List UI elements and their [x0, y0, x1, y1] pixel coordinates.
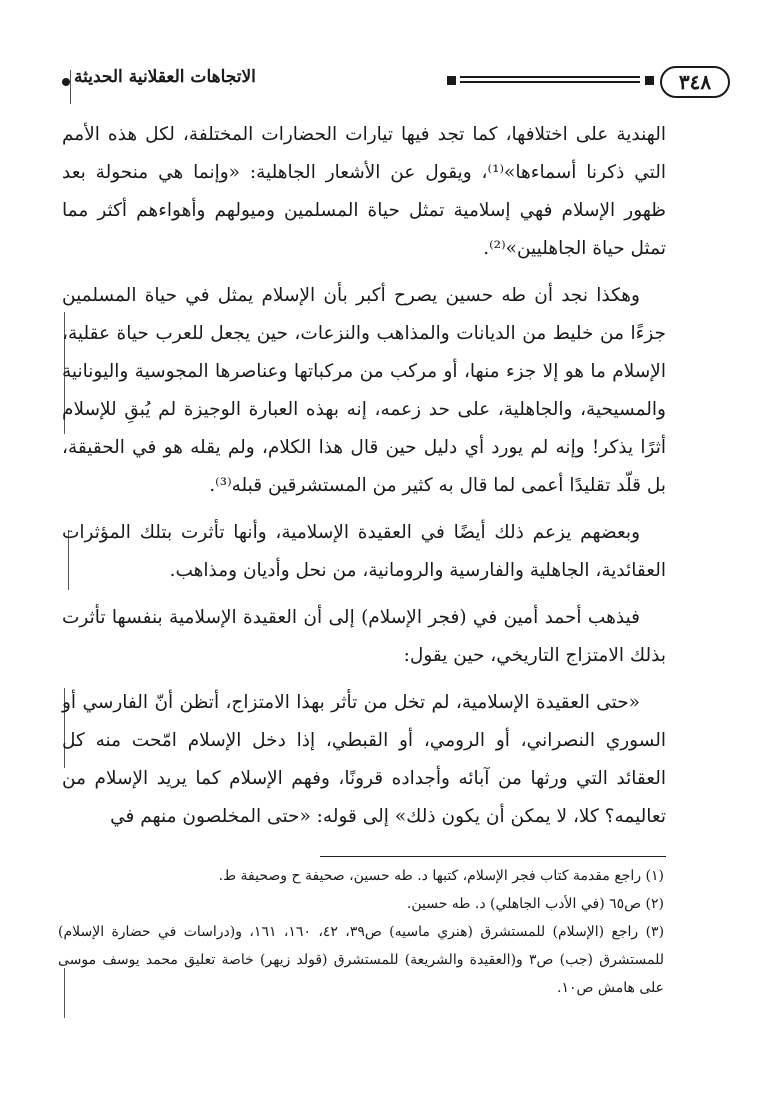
header-bullet	[62, 78, 70, 86]
margin-mark	[70, 70, 71, 104]
footnote: (١) راجع مقدمة كتاب فجر الإسلام، كتبها د. طه حسين، صحيفة ح وصحيفة ط.	[218, 868, 664, 884]
page-header	[62, 62, 730, 102]
body-text	[62, 116, 666, 845]
footnotes	[58, 862, 664, 1002]
footnote: (٢) ص٦٥ (في الأدب الجاهلي) د. طه حسين.	[406, 896, 664, 912]
footnote: (٣) راجع (الإسلام) للمستشرق (هنري ماسيه) ص٣٩، ٤٢، ١٦٠، ١٦١، و(دراسات في حضارة الإسلام) للمستشرق (جب) ص٣ و(العقيدة والشريعة) للمستشرق (قولد زيهر) خاصة تعليق محمد يوسف موسى على هامش ص١٠.	[58, 924, 665, 996]
footnote-separator	[320, 856, 666, 857]
paragraph: فيذهب أحمد أمين في (فجر الإسلام) إلى أن العقيدة الإسلامية بنفسها تأثرت بذلك الامتزاج التاريخي، حين يقول:	[62, 607, 666, 666]
running-title: الاتجاهات العقلانية الحديثة	[74, 67, 256, 87]
header-rule-square	[447, 76, 456, 85]
header-rule-square	[645, 76, 654, 85]
paragraph: وبعضهم يزعم ذلك أيضًا في العقيدة الإسلامية، وأنها تأثرت بتلك المؤثرات العقائدية، الجاهلية والفارسية والرومانية، من نحل وأديان ومذاهب.	[62, 522, 666, 581]
paragraph: وهكذا نجد أن طه حسين يصرح أكبر بأن الإسلام يمثل في حياة المسلمين جزءًا من خليط من الديانات والمذاهب والنزعات، حين يجعل للعرب حياة عقلية، الإسلام ما هو إلا جزء منها، أو مركب من مركباتها وعناصرها المجوسية واليونانية والمسيحية، والجاهلية، على حد زعمه، إنه بهذه العبارة الوجيزة لم يُبقِ للإسلام أثرًا يذكر! وإنه لم يورد أي دليل حين قال هذا الكلام، ولم يقله هو في الحقيقة، بل قلّد تقليدًا أعمى لما قال به كثير من المستشرقين قبله⁽³⁾.	[62, 285, 666, 496]
header-rule	[460, 76, 640, 83]
quote-paragraph: «حتى العقيدة الإسلامية، لم تخل من تأثر بهذا الامتزاج، أتظن أنّ الفارسي أو السوري النصراني، أو الرومي، أو القبطي، إذا دخل الإسلام امّحت منه كل العقائد التي ورثها من آبائه وأجداده قرونًا، وفهم الإسلام كما يريد الإسلام من تعاليمه؟ كلا، لا يمكن أن يكون ذلك» إلى قوله: «حتى المخلصون منهم في	[62, 692, 666, 827]
paragraph: الهندية على اختلافها، كما تجد فيها تيارات الحضارات المختلفة، لكل هذه الأمم التي ذكرنا أسماءها»⁽¹⁾، ويقول عن الأشعار الجاهلية: «وإنما هي منحولة بعد ظهور الإسلام فهي إسلامية تمثل حياة المسلمين وميولهم وأهواءهم أكثر مما تمثل حياة الجاهليين»⁽²⁾.	[62, 124, 666, 259]
page-number: ٣٤٨	[660, 66, 730, 98]
